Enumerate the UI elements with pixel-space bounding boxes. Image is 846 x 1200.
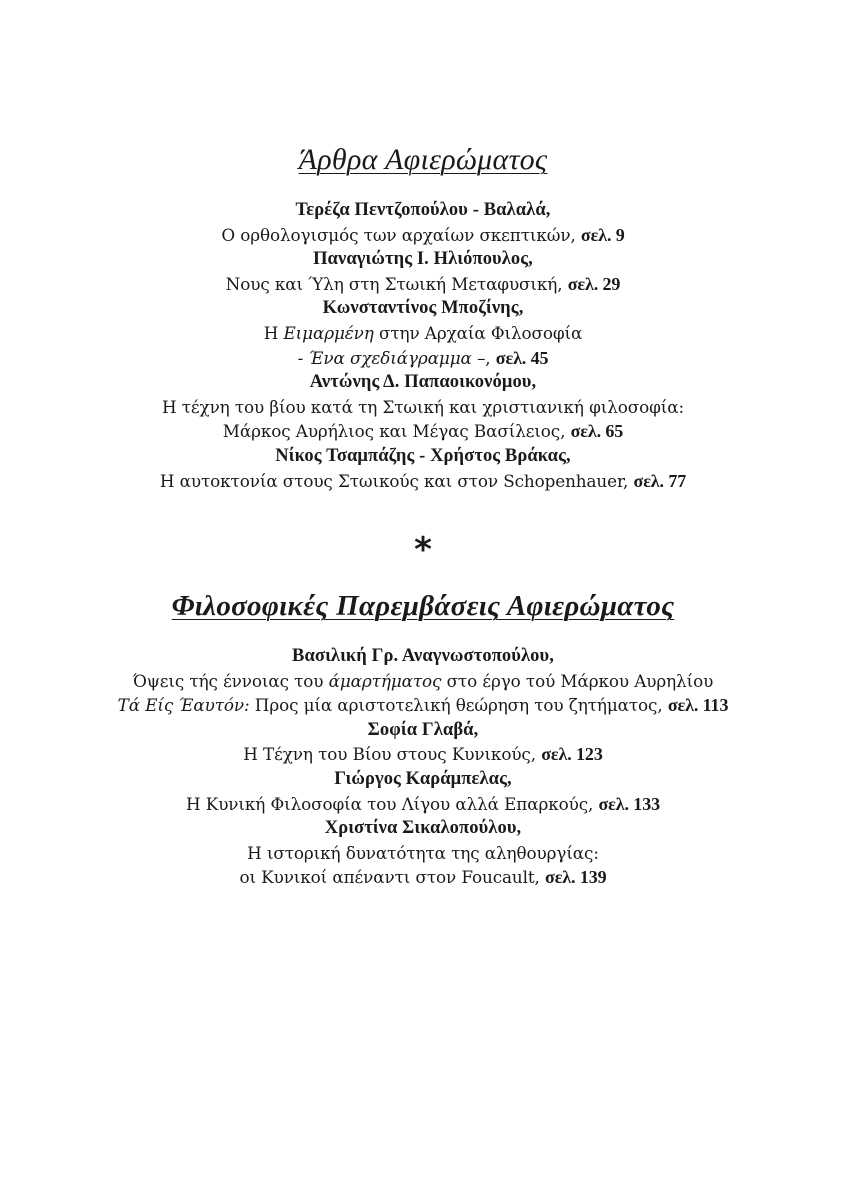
entry-page: σελ. 133 — [598, 793, 661, 814]
entry-page: σελ. 139 — [545, 867, 607, 888]
toc-entry — [0, 816, 846, 890]
entry-page: σελ. 113 — [667, 695, 729, 716]
entry-page: σελ. 77 — [633, 470, 687, 491]
toc-entry — [0, 247, 846, 296]
entry-title-cont: Τά Είς Έαυτόν: Προς μία αριστοτελική θεώρηση του ζητήματος, σελ. 113 — [117, 695, 729, 716]
section-interventions — [0, 588, 846, 890]
entry-title-cont: οι Κυνικοί απέναντι στον Foucault, σελ. 139 — [239, 867, 607, 888]
entry-author: Νίκος Τσαμπάζης - Χρήστος Βράκας, — [275, 445, 571, 466]
toc-entry — [0, 718, 846, 767]
toc-entry — [0, 644, 846, 718]
entry-title: Νους και Ύλη στη Στωική Μεταφυσική, σελ. 29 — [225, 273, 621, 294]
entry-title: Η Τέχνη του Βίου στους Κυνικούς, σελ. 123 — [243, 744, 603, 765]
toc-entry — [0, 370, 846, 444]
entry-author: Παναγιώτης Ι. Ηλιόπουλος, — [313, 249, 533, 270]
entry-title: Η ιστορική δυνατότητα της αληθουργίας: — [247, 842, 599, 863]
entry-title: Η Κυνική Φιλοσοφία του Λίγου αλλά Επαρκούς, σελ. 133 — [185, 793, 661, 814]
entry-author: Γιώργος Καράμπελας, — [334, 768, 512, 789]
entry-title: Η τέχνη του βίου κατά τη Στωική και χριστιανική φιλοσοφία: — [161, 396, 685, 417]
entry-title-cont: - Ένα σχεδιάγραμμα –, σελ. 45 — [297, 347, 549, 368]
entry-list — [0, 644, 846, 890]
entry-author: Αντώνης Δ. Παπαοικονόμου, — [309, 372, 537, 393]
entry-author: Σοφία Γλαβά, — [367, 719, 479, 740]
section-articles — [0, 142, 846, 493]
entry-page: σελ. 65 — [570, 421, 624, 442]
entry-title: Η Ειμαρμένη στην Αρχαία Φιλοσοφία — [263, 322, 583, 343]
entry-title: Η αυτοκτονία στους Στωικούς και στον Schopenhauer, σελ. 77 — [159, 470, 687, 491]
section-title: Φιλοσοφικές Παρεμβάσεις Αφιερώματος — [171, 590, 675, 622]
entry-title: Ο ορθολογισμός των αρχαίων σκεπτικών, σελ. 9 — [221, 224, 625, 245]
section-separator-asterisk: * — [414, 530, 432, 570]
toc-entry — [0, 444, 846, 493]
entry-page: σελ. 123 — [541, 744, 603, 765]
entry-author: Βασιλική Γρ. Αναγνωστοπούλου, — [292, 646, 554, 666]
toc-entry — [0, 296, 846, 370]
entry-author: Τερέζα Πεντζοπούλου - Βαλαλά, — [295, 200, 551, 220]
entry-list — [0, 198, 846, 493]
entry-page: σελ. 45 — [495, 347, 549, 368]
entry-author: Χριστίνα Σικαλοπούλου, — [324, 818, 522, 839]
section-title: Άρθρα Αφιερώματος — [298, 143, 548, 176]
toc-entry — [0, 198, 846, 247]
entry-author: Κωνσταντίνος Μποζίνης, — [322, 298, 524, 319]
entry-title-cont: Μάρκος Αυρήλιος και Μέγας Βασίλειος, σελ. 65 — [222, 421, 624, 442]
entry-title: Όψεις τής έννοιας του άμαρτήματος στο έργο τού Μάρκου Αυρηλίου — [132, 670, 714, 691]
entry-page: σελ. 9 — [580, 224, 625, 245]
toc-entry — [0, 767, 846, 816]
entry-page: σελ. 29 — [567, 273, 621, 294]
